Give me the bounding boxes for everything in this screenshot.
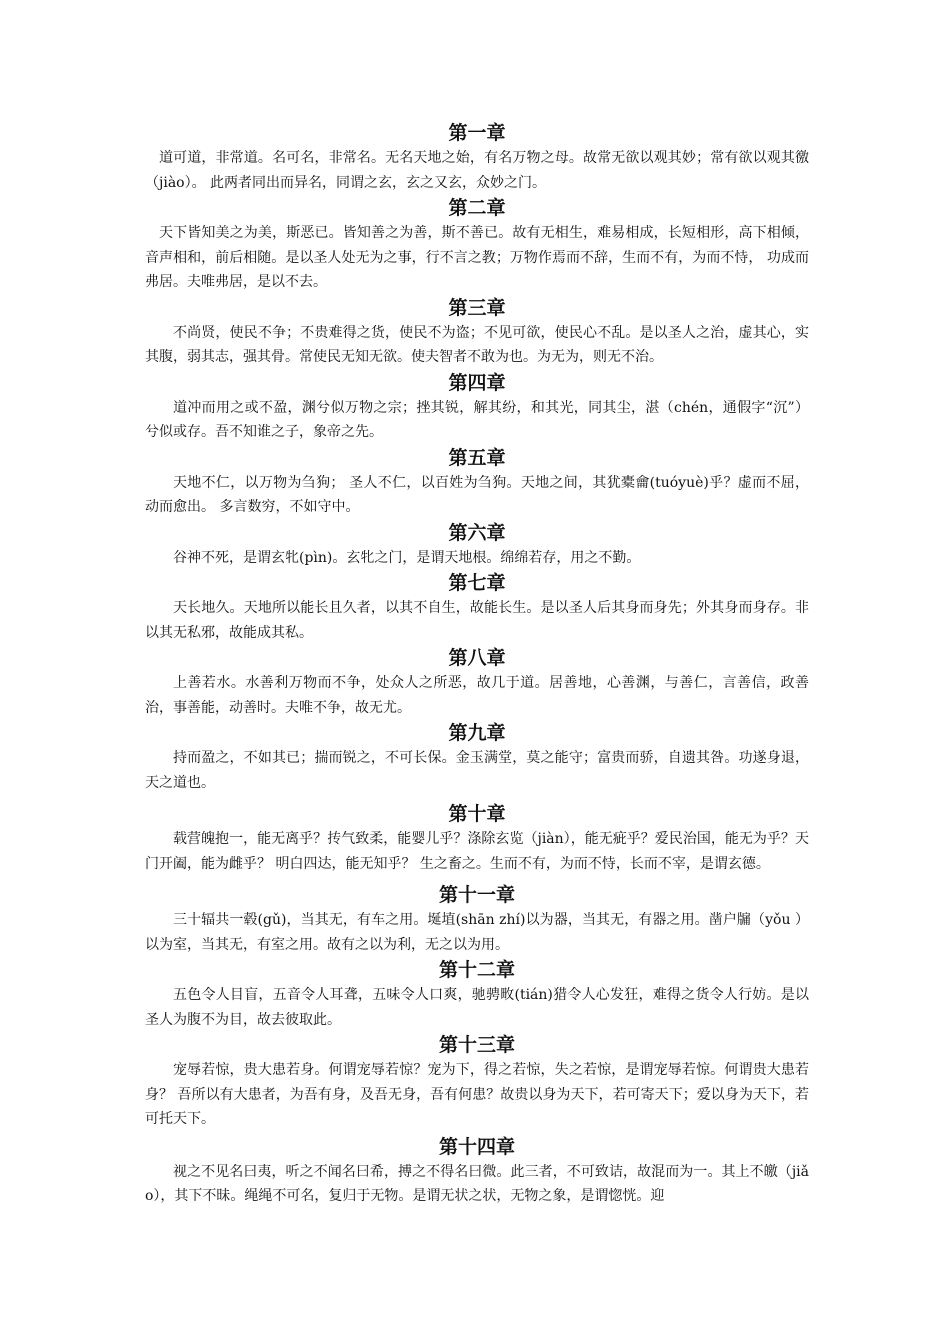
chapter-text: 上善若水。水善利万物而不争，处众人之所恶，故几于道。居善地，心善渊，与善仁，言善信，政善治，事善能，动善时。夫唯不争，故无尤。	[145, 675, 809, 716]
chapter-text: 视之不见名曰夷，听之不闻名曰希，搏之不得名曰微。此三者，不可致诘，故混而为一。其上不皦（jiǎo），其下不昧。绳绳不可名，复归于无物。是谓无状之状，无物之象，是谓惚恍。迎	[145, 1163, 809, 1204]
chapter-12	[145, 957, 809, 1032]
chapter-title: 第七章	[448, 572, 506, 594]
chapter-text: 宠辱若惊，贵大患若身。何谓宠辱若惊？宠为下，得之若惊，失之若惊，是谓宠辱若惊。何谓贵大患若身？ 吾所以有大患者，为吾有身，及吾无身，吾有何患？故贵以身为天下，若可寄天下；爱以身为天下，若可托天下。	[145, 1062, 809, 1127]
chapter-title: 第八章	[448, 647, 506, 669]
chapter-text: 道冲而用之或不盈，渊兮似万物之宗；挫其锐，解其纷，和其光，同其尘，湛（chén，通假字“沉”）兮似或存。吾不知谁之子，象帝之先。	[145, 399, 809, 440]
chapter-4	[145, 370, 809, 445]
chapter-1	[145, 120, 809, 195]
chapter-text: 持而盈之，不如其已；揣而锐之，不可长保。金玉满堂，莫之能守；富贵而骄，自遗其咎。功遂身退，天之道也。	[145, 750, 809, 791]
chapter-title: 第二章	[448, 197, 506, 219]
chapter-text: 五色令人目盲，五音令人耳聋，五味令人口爽，驰骋畋(tián)猎令人心发狂，难得之货令人行妨。是以圣人为腹不为目，故去彼取此。	[145, 987, 809, 1028]
chapter-9	[145, 720, 809, 795]
chapter-text: 天下皆知美之为美，斯恶已。皆知善之为善，斯不善已。故有无相生，难易相成，长短相形，高下相倾，音声相和，前后相随。是以圣人处无为之事，行不言之教；万物作焉而不辞，生而不有，为而不恃， 功成而弗居。夫唯弗居，是以不去。	[145, 225, 809, 290]
chapter-title: 第四章	[448, 371, 506, 394]
chapter-text: 载营魄抱一，能无离乎？抟气致柔，能婴儿乎？涤除玄览（jiàn），能无疵乎？爱民治国，能无为乎？天门开阖，能为雌乎？ 明白四达，能无知乎？ 生之畜之。生而不有，为而不恃，长而不宰，是谓玄德。	[145, 831, 809, 872]
chapter-title: 第九章	[448, 722, 506, 744]
chapter-6	[145, 520, 809, 571]
chapter-10	[145, 801, 809, 876]
chapter-title: 第十一章	[438, 884, 515, 906]
document-page	[145, 120, 809, 1209]
chapter-14	[145, 1134, 809, 1209]
chapter-7	[145, 570, 809, 645]
chapter-title: 第十四章	[438, 1135, 515, 1158]
chapter-title: 第三章	[448, 296, 506, 319]
chapter-text: 谷神不死，是谓玄牝(pìn)。玄牝之门，是谓天地根。绵绵若存，用之不勤。	[173, 549, 641, 566]
chapter-text: 天长地久。天地所以能长且久者，以其不自生，故能长生。是以圣人后其身而身先；外其身而身存。非以其无私邪，故能成其私。	[145, 600, 809, 641]
chapter-title: 第一章	[448, 122, 506, 144]
chapter-8	[145, 645, 809, 720]
chapter-text: 三十辐共一毂(gǔ)，当其无，有车之用。埏埴(shān zhí)以为器，当其无，有器之用。凿户牖（yǒu ）以为室，当其无，有室之用。故有之以为利，无之以为用。	[145, 912, 809, 953]
chapter-title: 第十二章	[438, 959, 515, 981]
chapter-title: 第十三章	[438, 1034, 515, 1056]
chapter-13	[145, 1032, 809, 1132]
chapter-title: 第六章	[448, 521, 506, 544]
chapter-title: 第五章	[448, 446, 506, 469]
chapter-2	[145, 195, 809, 295]
chapter-5	[145, 445, 809, 520]
chapter-text: 天地不仁，以万物为刍狗； 圣人不仁，以百姓为刍狗。天地之间，其犹橐龠(tuóyuè)乎？虚而不屈，动而愈出。 多言数穷，不如守中。	[145, 474, 809, 515]
chapter-11	[145, 882, 809, 957]
chapter-3	[145, 295, 809, 370]
chapter-text: 道可道，非常道。名可名，非常名。无名天地之始，有名万物之母。故常无欲以观其妙；常有欲以观其徼（jiào）。 此两者同出而异名，同谓之玄，玄之又玄，众妙之门。	[145, 150, 809, 191]
chapter-title: 第十章	[448, 803, 506, 825]
chapter-text: 不尚贤，使民不争；不贵难得之货，使民不为盗；不见可欲，使民心不乱。是以圣人之治，虚其心，实其腹，弱其志，强其骨。常使民无知无欲。使夫智者不敢为也。为无为，则无不治。	[145, 324, 809, 365]
